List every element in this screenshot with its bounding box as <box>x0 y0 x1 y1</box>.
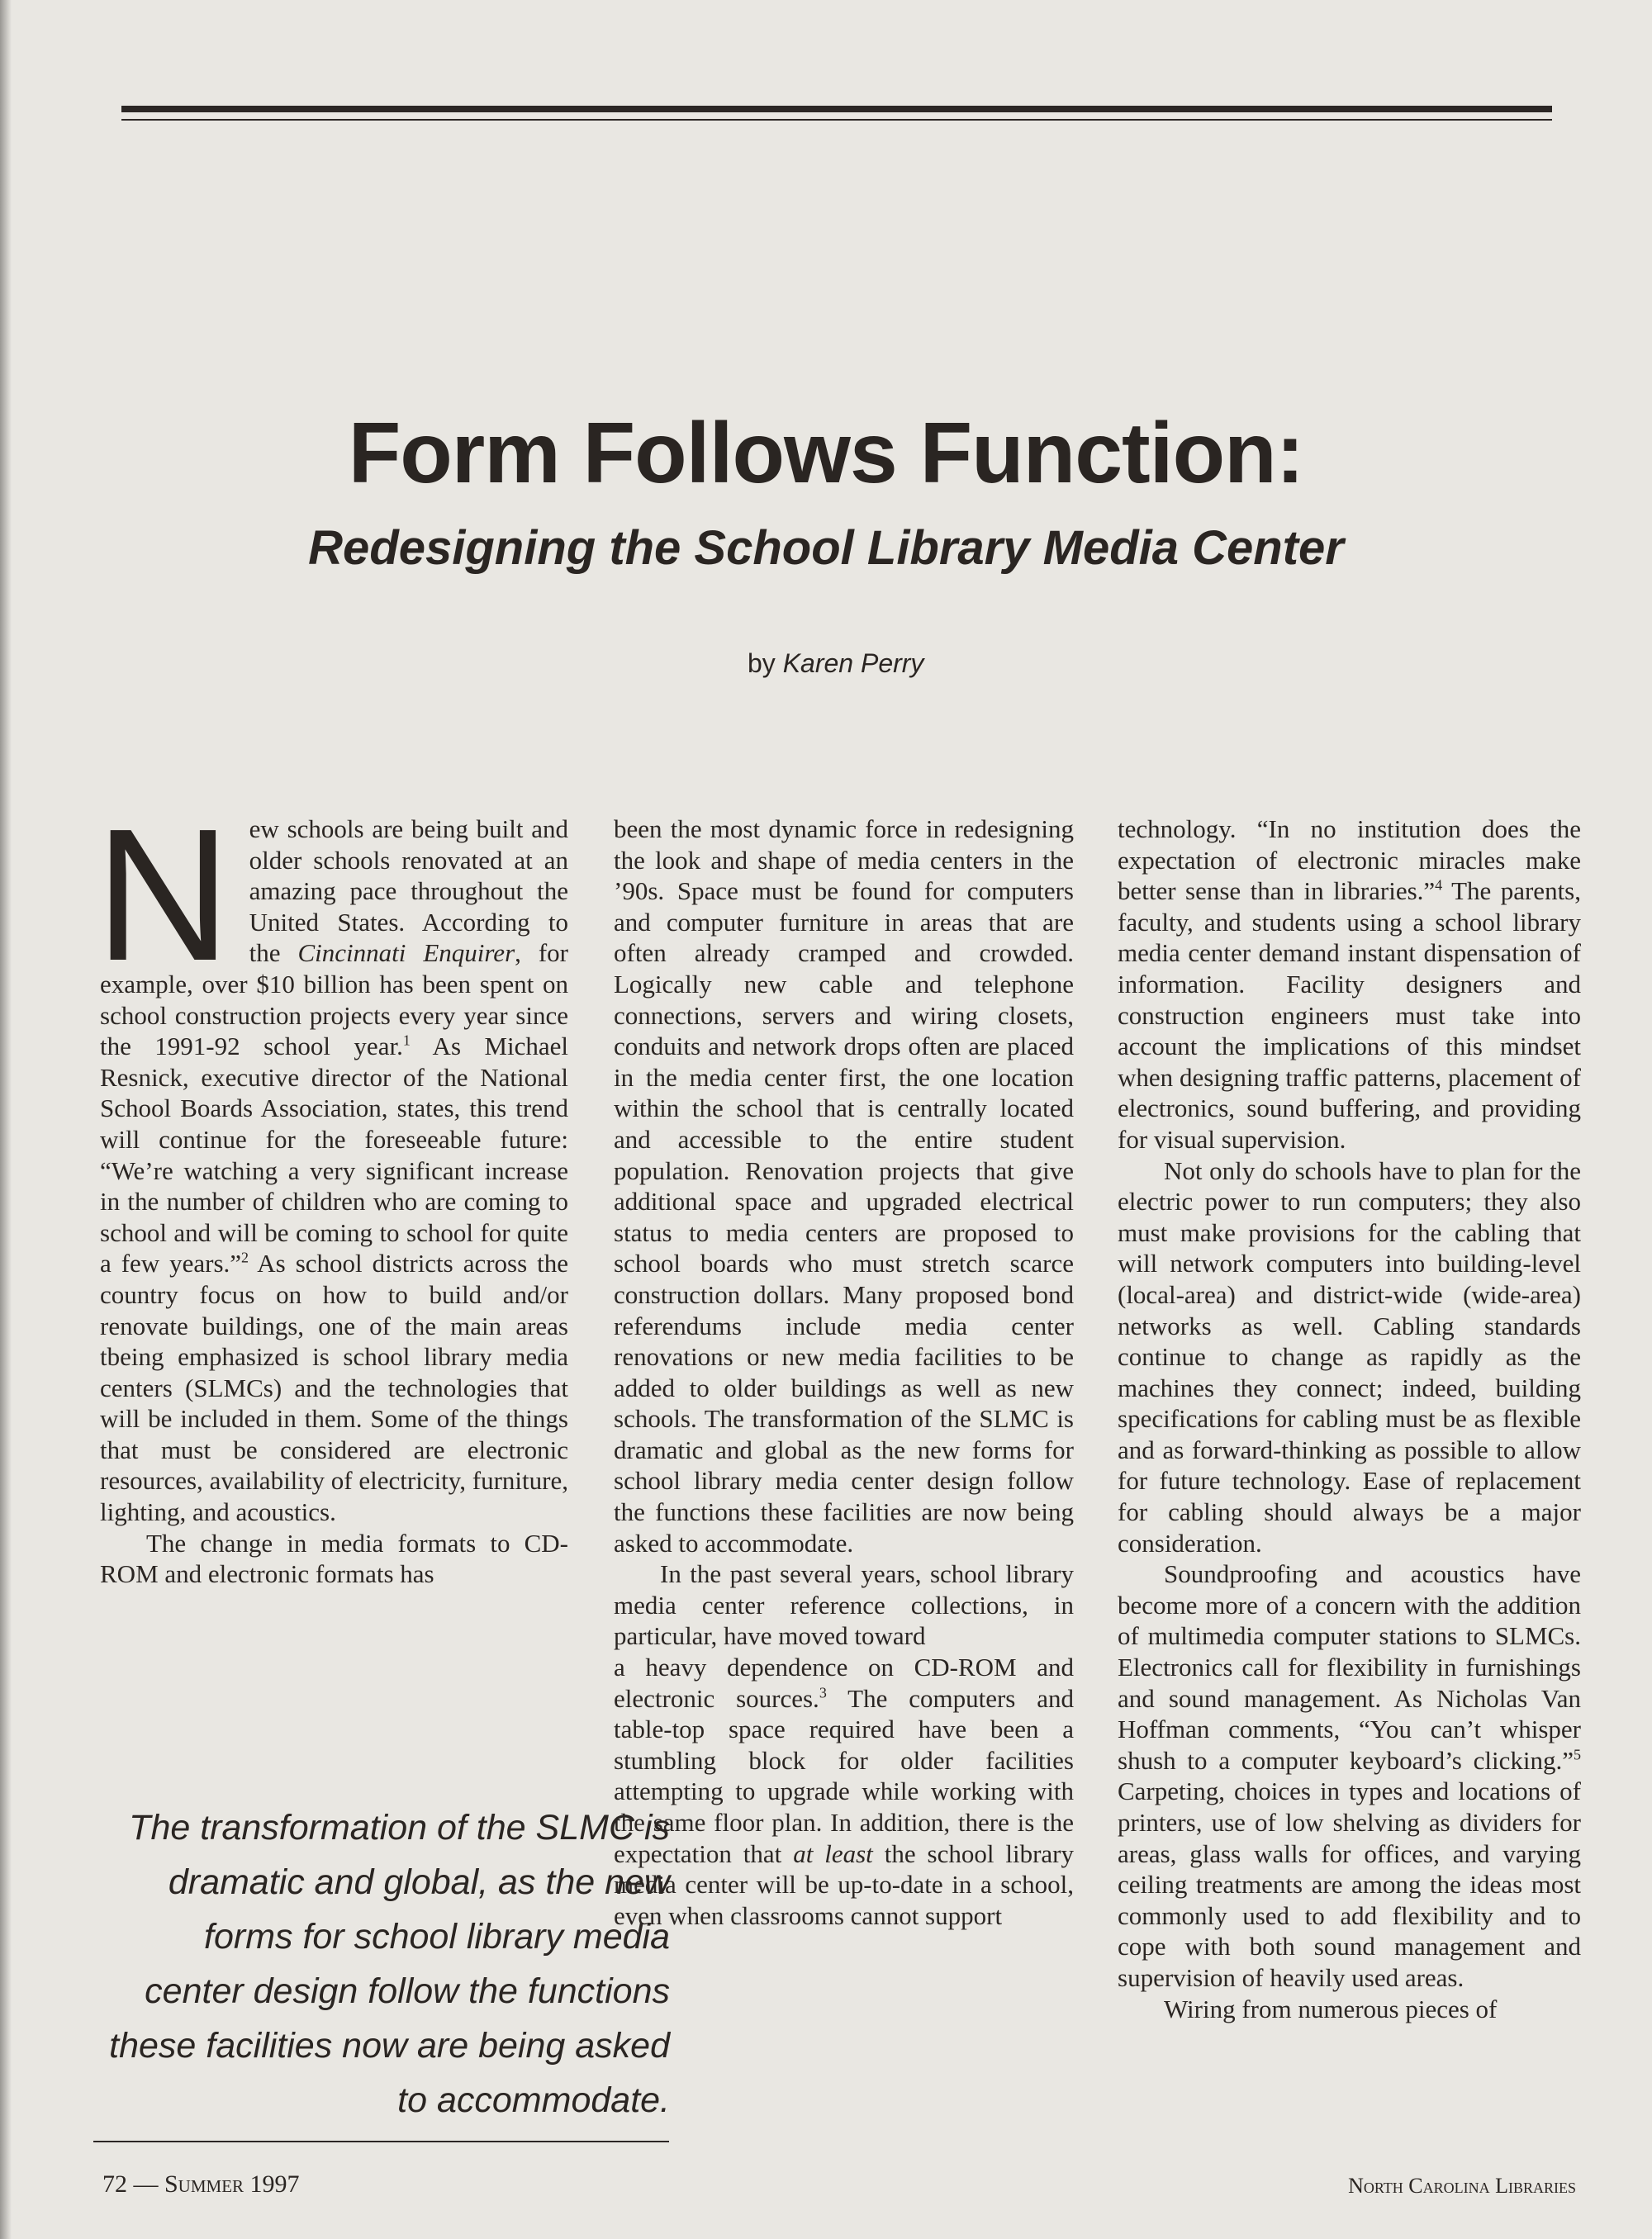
text: technology. “In no institution does the expectation of electronic miracles make better sense than in libraries.” <box>1118 814 1581 906</box>
page-edge-shadow <box>0 0 12 2239</box>
paragraph: The change in media formats to CD-ROM and electronic formats has <box>100 1528 568 1589</box>
article-subtitle: Redesigning the School Library Media Center <box>308 521 1344 575</box>
paragraph: Not only do schools have to plan for the electric power to run computers; they also must make provisions for the cabling that will network computers into building-level (local-area) and district-wide (wide-area) networks as well. Cabling standards continue to change as rapidly as the machines they connect; indeed, building specifications for cabling must be as flexible and as forward-thinking as possible to allow for future technology. Ease of replacement for cabling should always be a major consideration. <box>1118 1155 1581 1558</box>
article-title: Form Follows Function: <box>348 406 1304 501</box>
publication-name: Cincinnati Enquirer <box>297 938 515 968</box>
column-2 <box>614 814 1074 1931</box>
paragraph: been the most dynamic force in redesigning the look and shape of media centers in the ’90s. Space must be found for computers and computer furniture in areas that are often already cramped and crowded. Logically new cable and telephone connections, servers and wiring closets, conduits and network drops often are placed in the media center first, the one location within the school that is centrally located and accessible to the entire student population. Renovation projects that give additional space and upgraded electrical status to media centers are proposed to school boards who must stretch scarce construction dollars. Many proposed bond referendums include media center renovations or new media facilities to be added to older buildings as well as new schools. The transformation of the SLMC is dramatic and global as the new forms for school library media center design follow the functions these facilities are now being asked to accommodate. <box>614 814 1074 1558</box>
column-1 <box>95 790 569 1590</box>
text: ew schools are being built and older schools renovated at an amazing pace throughout the United States. According to the <box>249 814 568 968</box>
text: Carpeting, choices in types and locations of printers, use of low shelving as dividers for areas, glass walls for offices, and varying ceiling treatments are among the ideas most commonly used to add flexibility and to cope with both sound management and supervision of heavily used areas. <box>1118 1776 1581 1992</box>
paragraph: Wiring from numerous pieces of <box>1164 1994 1498 2023</box>
drop-cap: N <box>95 790 231 1000</box>
pull-quote: The transformation of the SLMC is dramatic and global, as the new forms for school library media center design follow the functions these facilities now are being asked to accommodate. <box>109 1808 670 2120</box>
footnote-ref: 4 <box>1435 876 1443 894</box>
emphasis: at least <box>793 1838 873 1868</box>
footnote-ref: 5 <box>1574 1746 1581 1763</box>
paragraph <box>95 790 569 1528</box>
text: As school districts across the country focus on how to build and/or renovate buildings, one of the main areas tbeing emphasized is school library media centers (SLMCs) and the technologies that will be included in them. Some of the things that must be considered are electronic resources, availability of electricity, furniture, lighting, and acoustics. <box>100 1249 568 1527</box>
text: a heavy dependence on CD-ROM and electronic sources. <box>614 1653 1074 1713</box>
byline <box>748 648 923 679</box>
author-name: Karen Perry <box>782 648 924 678</box>
pull-quote-rule <box>93 2141 669 2142</box>
publication-footer: North Carolina Libraries <box>1348 2174 1576 2198</box>
page-number-issue: 72 — Summer 1997 <box>102 2170 300 2198</box>
header-rule <box>121 106 1552 112</box>
header-rule-thin <box>121 119 1552 121</box>
text: , for example, over $10 billion has been spent on school construction projects every year since the 1991-92 school year. <box>100 938 568 1061</box>
text: The parents, faculty, and students using a school library media center demand instant dispensation of information. Facility designers and construction engineers must take into account the implications of this mindset when designing traffic patterns, placement of electronics, sound buffering, and providing for visual supervision. <box>1118 876 1581 1154</box>
text: As Michael Resnick, executive director of the National School Boards Association, states, this trend will continue for the foreseeable future: “We’re watching a very significant increase in the number of children who are coming to school and will be coming to school for quite a few years.” <box>100 1032 569 1278</box>
paragraph <box>1118 814 1581 1155</box>
paragraph: In the past several years, school library media center reference collections, in particular, have moved toward <box>614 1559 1074 1651</box>
footnote-ref: 1 <box>402 1032 411 1049</box>
byline-prefix: by <box>748 648 776 678</box>
text: the school library media center will be up-to-date in a school, even when classrooms cannot support <box>614 1838 1074 1930</box>
column-3 <box>1118 814 1581 2024</box>
paragraph-continued <box>614 1652 1074 1931</box>
text: Soundproofing and acoustics have become more of a concern with the addition of multimedia computer stations to SLMCs. Electronics call for flexibility in furnishings and sound management. As Nicholas Van Hoffman comments, “You can’t whisper shush to a computer keyboard’s clicking.” <box>1118 1559 1581 1775</box>
paragraph <box>1118 1558 1581 1993</box>
text: The computers and table-top space required have been a stumbling block for older facilities attempting to upgrade while working with the same floor plan. In addition, there is the expectation that <box>614 1683 1074 1868</box>
footnote-ref: 3 <box>819 1684 827 1701</box>
footnote-ref: 2 <box>241 1249 249 1266</box>
